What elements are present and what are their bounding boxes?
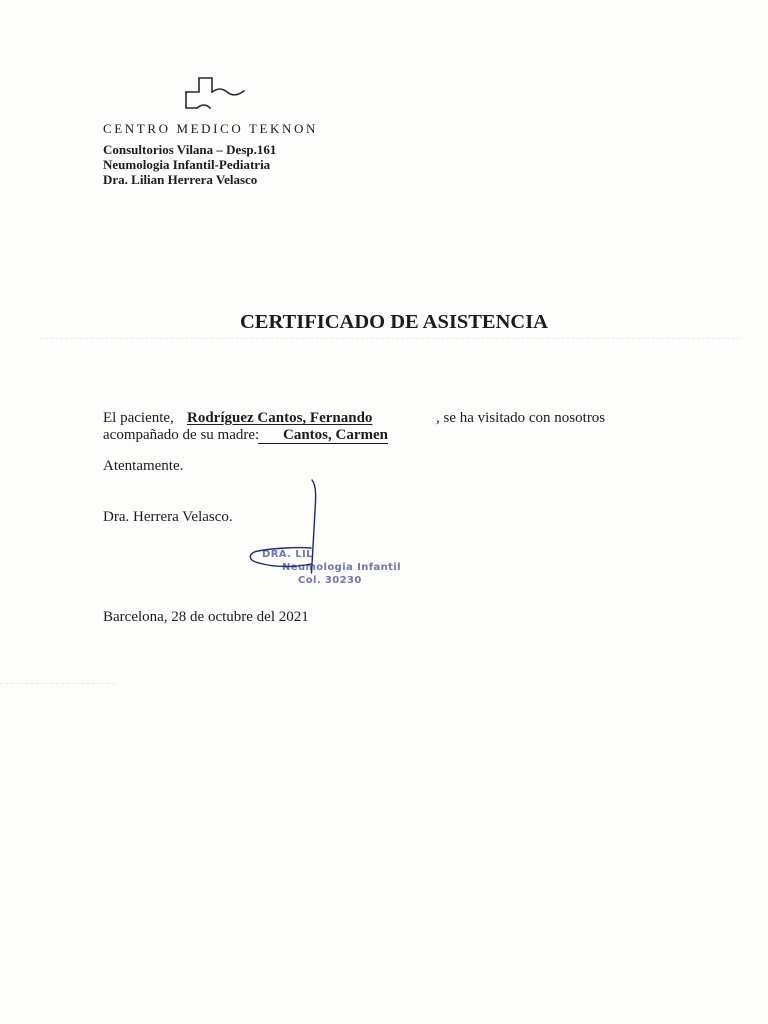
stamp-line-1: DRA. LIL	[262, 549, 313, 560]
stamp	[262, 549, 401, 586]
patient-prefix: El paciente,	[103, 410, 174, 426]
signatory: Dra. Herrera Velasco.	[103, 509, 233, 525]
place-date: Barcelona, 28 de octubre del 2021	[103, 609, 309, 625]
specialty-line: Neumologia Infantil-Pediatria	[103, 157, 271, 172]
mother-name: Cantos, Carmen	[258, 427, 388, 444]
scan-artifact-line	[0, 683, 115, 684]
signature-and-stamp	[240, 476, 430, 588]
stamp-line-2: Neumologia Infantil	[282, 562, 401, 573]
office-line: Consultorios Vilana – Desp.161	[103, 142, 277, 157]
mother-prefix: acompañado de su madre:	[103, 427, 260, 443]
doctor-line: Dra. Lilian Herrera Velasco	[103, 172, 258, 187]
document-title: CERTIFICADO DE ASISTENCIA	[240, 311, 548, 333]
closing: Atentamente.	[103, 458, 184, 474]
stamp-line-3: Col. 30230	[298, 575, 362, 586]
teknon-logo	[182, 75, 248, 111]
scan-artifact-line	[40, 338, 740, 339]
visit-text: , se ha visitado con nosotros	[436, 410, 606, 426]
patient-name: Rodríguez Cantos, Fernando	[187, 410, 373, 426]
center-name: CENTRO MEDICO TEKNON	[103, 121, 318, 136]
